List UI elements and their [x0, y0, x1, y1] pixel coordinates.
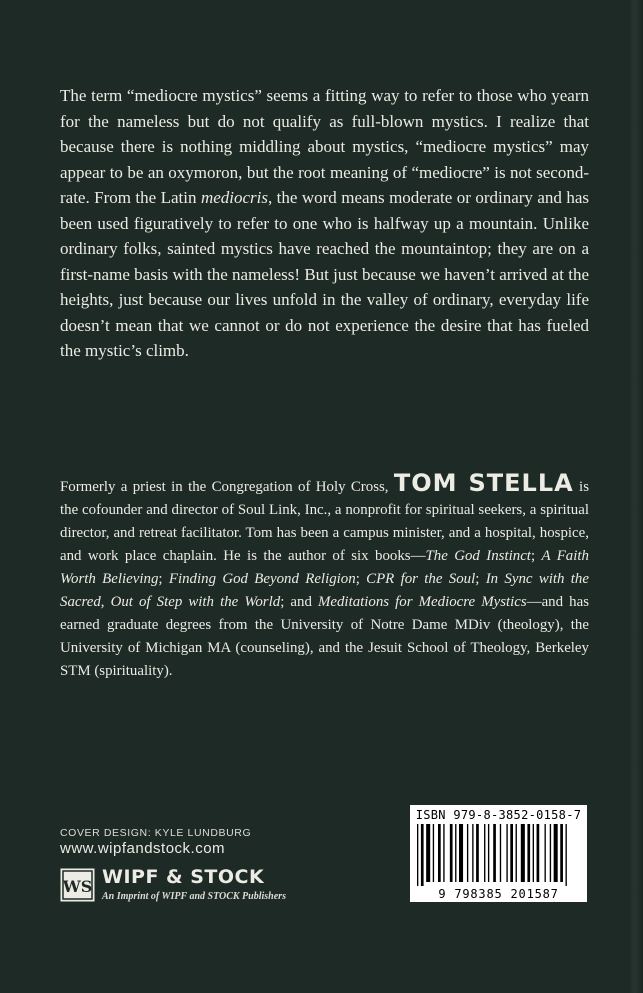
cover-design-credit: COVER DESIGN: KYLE LUNDBURG [60, 827, 252, 839]
barcode-bar [493, 824, 496, 882]
barcode-bar [488, 824, 489, 882]
barcode-bar [455, 824, 456, 882]
publisher-name: WIPF & STOCK [102, 866, 265, 888]
isbn-label: ISBN 979-8-3852-0158-7 [415, 808, 582, 822]
publisher-website: www.wipfandstock.com [60, 840, 226, 857]
barcode-bar [450, 824, 453, 882]
barcode-bar [560, 824, 563, 882]
barcode-bar [476, 824, 479, 882]
separator: ; [475, 571, 486, 587]
blurb-text-1: The term “mediocre mystics” seems a fitting way to refer to those who yearn for the nameless but do not qualify as full-blown mystics. I realize that because there is nothing middling about mystics, “mediocre mystics” may appear to be an oxymoron, but the root meaning of “mediocre” is not second-rate. From the Latin [60, 86, 589, 207]
barcode-bar [550, 824, 551, 882]
barcode-bar [421, 824, 424, 886]
book-title-6: Meditations for Mediocre Mystics [317, 594, 527, 610]
bio-text-2: —and has earned graduate degrees from the University of Notre Dame MDiv (theology), the University of Michigan MA (counseling), and the Jesuit School of Theology, Berkeley STM (spirituality). [60, 594, 589, 679]
barcode-bar [438, 824, 441, 882]
barcode-bar [500, 824, 501, 882]
separator: ; [530, 548, 542, 564]
separator: ; and [280, 594, 318, 610]
isbn-barcode [410, 805, 587, 902]
right-edge-strip [629, 0, 643, 993]
barcode-bar [554, 824, 558, 882]
barcode-bar [537, 824, 540, 882]
barcode-bar [472, 824, 473, 882]
blurb-text-2: , the word means moderate or ordinary and has been used figuratively to refer to one who is halfway up a mountain. Unlike ordinary folks, sainted mystics have reached the mountaintop; they are on a first-name basis with the nameless! But just because we haven’t arrived at the heights, just because our lives unfold in the valley of ordinary, everyday life doesn’t mean that we cannot or do not experience the desire that has fueled the mystic’s climb. [60, 188, 589, 360]
barcode-bar [426, 824, 430, 882]
barcode-bar [443, 824, 444, 882]
separator: ; [355, 571, 367, 587]
barcode-bars [414, 824, 583, 886]
book-title-4: CPR for the Soul [366, 571, 476, 587]
barcode-bar [484, 824, 485, 882]
back-cover-blurb [60, 83, 589, 364]
author-name: TOM STELLA [393, 469, 574, 497]
book-title-2: A Faith Worth Believing [60, 548, 589, 587]
book-title-5: In Sync with the Sacred, Out of Step with the World [60, 571, 589, 610]
barcode-digits: 9 798385 201587 [438, 887, 559, 901]
barcode-bar [521, 824, 525, 882]
barcode-bar [510, 824, 513, 882]
barcode-bar [516, 824, 517, 882]
bio-intro: Formerly a priest in the Congregation of Holy Cross, [60, 479, 394, 495]
publisher-imprint: An Imprint of WIPF and STOCK Publishers [102, 891, 286, 902]
barcode-bar [433, 824, 434, 882]
book-title-1: The God Instinct [425, 548, 531, 564]
book-title-3: Finding God Beyond Religion [168, 571, 356, 587]
author-bio [60, 469, 589, 683]
barcode-bar [533, 824, 534, 882]
barcode-bar [527, 824, 530, 882]
latin-term: mediocris [200, 188, 268, 207]
barcode-bar [467, 824, 468, 882]
barcode-bar [417, 824, 418, 886]
separator: ; [158, 571, 169, 587]
publisher-logo-icon [60, 868, 95, 902]
barcode-bar [545, 824, 546, 882]
barcode-bar [566, 824, 567, 886]
logo-letters: WS [62, 877, 93, 896]
bio-text-1: is the cofounder and director of Soul Link, Inc., a nonprofit for spiritual seekers, a spiritual director, and retreat facilitator. Tom has been a campus minister, and a hospital, hospice, and work place chaplain. He is the author of six books— [60, 479, 589, 564]
barcode-bar [459, 824, 463, 882]
barcode-bar [506, 824, 507, 882]
